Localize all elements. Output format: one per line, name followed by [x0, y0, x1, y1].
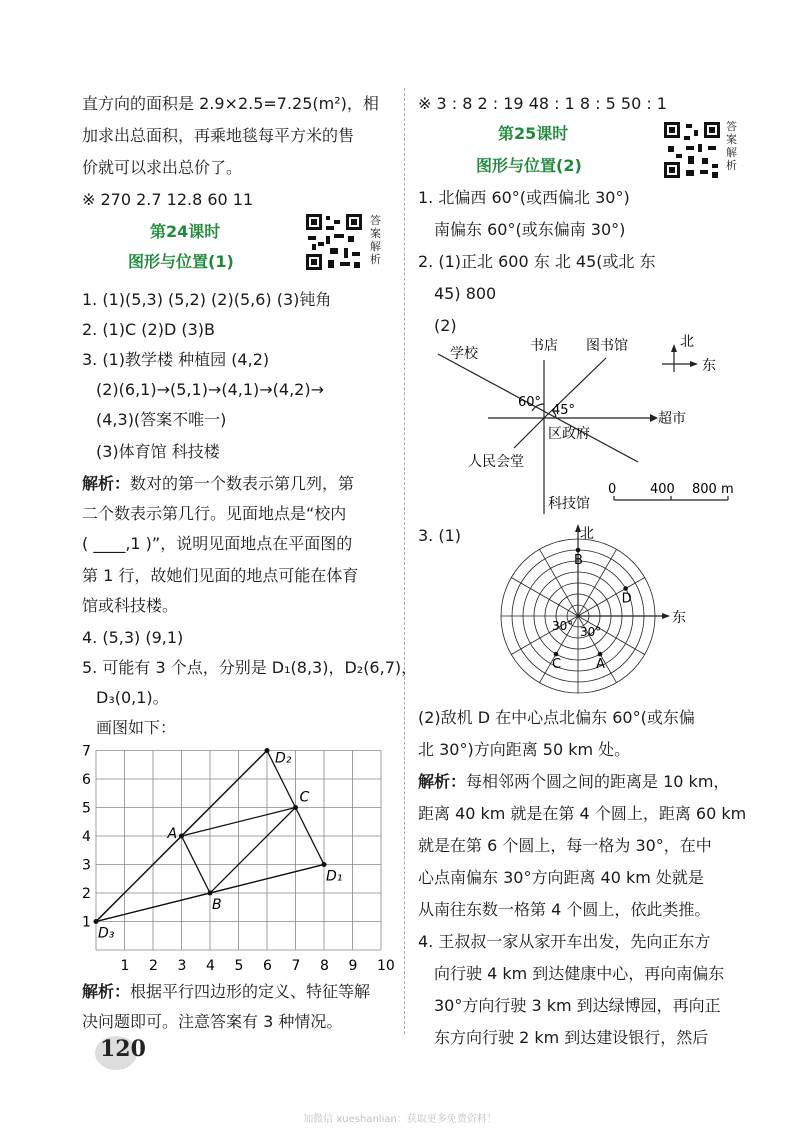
lesson-subtitle: 图形与位置(1): [128, 252, 234, 271]
point: [179, 834, 184, 839]
analysis-1-line-1: [82, 474, 354, 494]
star-answers: ※ 270 2.7 12.8 60 11: [82, 190, 254, 209]
radar-point-label: D: [621, 591, 632, 607]
x-tick-label: 2: [149, 958, 158, 974]
point-label: D₃: [98, 925, 115, 942]
radar-point: [623, 586, 628, 591]
r-answer-2-2: 45) 800: [434, 284, 497, 303]
scale-0: 0: [608, 482, 617, 497]
x-tick-label: 10: [377, 958, 395, 974]
radar-point: [598, 652, 603, 657]
analysis-2-line-2: 决问题即可。注意答案有 3 种情况。: [82, 1012, 343, 1031]
r-answer-1-2: 南偏东 60°(或东偏南 30°): [434, 220, 626, 239]
x-tick-label: 4: [206, 958, 215, 974]
intro-line-3: 价就可以求出总价了。: [82, 158, 243, 177]
radar-point-label: C: [552, 657, 562, 673]
star-answers-right: ※ 3 : 8 2 : 19 48 : 1 8 : 5 50 : 1: [418, 94, 667, 113]
arrow-icon: [662, 613, 670, 619]
map-label-tech: 科技馆: [548, 496, 590, 512]
answer-3-3: (3)体育馆 科技楼: [96, 442, 220, 461]
analysis-label: 解析：: [418, 772, 467, 791]
map-label-library: 图书馆: [586, 338, 628, 354]
r-answer-4-1: 4. 王叔叔一家从家开车出发，先向正东方: [418, 932, 711, 951]
y-tick-label: 2: [82, 886, 91, 902]
analysis-1-line-5: 馆或科技楼。: [82, 596, 179, 615]
intro-line-2: 加求出总面积，再乘地毯每平方米的售: [82, 126, 355, 145]
qr-code-icon: [662, 120, 722, 180]
y-tick-label: 7: [82, 743, 91, 760]
y-tick-label: 5: [82, 800, 91, 817]
y-tick-label: 1: [82, 914, 91, 931]
lesson-subtitle-right: 图形与位置(2): [476, 156, 582, 175]
y-tick-label: 4: [82, 829, 91, 845]
map-angle-60: 60°: [518, 395, 542, 410]
analysis-text: 每相邻两个圆之间的距离是 10 km，: [466, 772, 730, 791]
r-answer-2-1: 2. (1)正北 600 东 北 45(或北 东: [418, 252, 656, 271]
analysis-1-line-2: 二个数表示第几行。见面地点是“校内: [82, 504, 347, 523]
x-tick-label: 7: [291, 958, 301, 974]
map-label-hall: 人民会堂: [468, 454, 524, 470]
r-analysis-line-5: 从南往东数一格第 4 个圆上，依此类推。: [418, 900, 711, 919]
radar-east: 东: [672, 610, 686, 626]
y-tick-label: 6: [82, 772, 91, 788]
analysis-2-line-1: [82, 982, 370, 1002]
point-label: D₁: [326, 868, 343, 885]
qr-label: 答案解析: [726, 120, 737, 172]
r-analysis-line-3: 就是在第 6 个圆上，每一格为 30°，在中: [418, 836, 712, 855]
intro-line-1: 直方向的面积是 2.9×2.5=7.25(m²)，相: [82, 94, 379, 113]
answer-5-2: D₃(0,1)。: [96, 688, 169, 707]
r-analysis-line-4: 心点南偏东 30°方向距离 40 km 处就是: [418, 868, 704, 887]
answer-4: 4. (5,3) (9,1): [82, 628, 184, 647]
scale-800: 800 m: [692, 482, 734, 497]
answer-3-2: (2)(6,1)→(5,1)→(4,1)→(4,2)→: [96, 380, 325, 399]
map-label-market: 超市: [658, 411, 686, 427]
lesson-title: 第24课时: [150, 222, 221, 241]
r-answer-2-3: (2): [434, 316, 457, 335]
analysis-1-line-3: ( ____,1 )”，说明见面地点在平面图的: [82, 534, 353, 553]
point: [322, 862, 327, 867]
map-label-school: 学校: [450, 346, 478, 362]
column-divider: [404, 88, 405, 1034]
x-tick-label: 8: [320, 958, 329, 974]
point: [265, 748, 270, 753]
x-tick-label: 9: [348, 958, 358, 974]
point: [293, 805, 298, 810]
radar-north: 北: [580, 526, 594, 542]
r-answer-4-3: 30°方向行驶 3 km 到达绿博园，再向正: [434, 996, 721, 1015]
qr-label: 答案解析: [370, 214, 381, 266]
radar-diagram: [478, 526, 688, 696]
map-angle-45: 45°: [552, 403, 576, 418]
radar-point: [554, 652, 559, 657]
scale-400: 400: [650, 482, 675, 497]
answer-5-3: 画图如下：: [96, 718, 177, 737]
footer-note: 加微信 xueshanlian：获取更多免费资料！: [303, 1114, 497, 1125]
answer-2: 2. (1)C (2)D (3)B: [82, 320, 215, 339]
point: [94, 919, 99, 924]
map-label-bookstore: 书店: [530, 338, 558, 354]
qr-code-icon: [304, 212, 364, 272]
direction-map: [418, 330, 744, 520]
r-answer-1-1: 1. 北偏西 60°(或西偏北 30°): [418, 188, 630, 207]
r-answer-3-2a: (2)敌机 D 在中心点北偏东 60°(或东偏: [418, 708, 695, 727]
radar-point: [576, 548, 581, 553]
answer-5-1: 5. 可能有 3 个点，分别是 D₁(8,3)，D₂(6,7)，: [82, 658, 418, 677]
page-number: 120: [100, 1036, 146, 1062]
r-analysis-line-2: 距离 40 km 就是在第 4 个圆上，距离 60 km: [418, 804, 747, 823]
answer-1: 1. (1)(5,3) (5,2) (2)(5,6) (3)钝角: [82, 290, 332, 309]
map-label-east: 东: [702, 358, 716, 374]
segment: [210, 808, 296, 894]
lesson-title-right: 第25课时: [498, 124, 569, 143]
r-analysis-line-1: [418, 772, 729, 792]
point-label: B: [212, 897, 222, 913]
point: [208, 891, 213, 896]
point-label: C: [299, 789, 310, 806]
map-label-north: 北: [680, 334, 694, 350]
r-answer-3-1: 3. (1): [418, 526, 462, 545]
point-label: A: [167, 826, 178, 842]
answer-3-1: 3. (1)教学楼 种植园 (4,2): [82, 350, 270, 369]
coordinate-grid: [82, 742, 395, 974]
r-answer-3-2b: 北 30°)方向距离 50 km 处。: [418, 740, 631, 759]
r-answer-4-2: 向行驶 4 km 到达健康中心，再向南偏东: [434, 964, 725, 983]
analysis-text: 根据平行四边形的定义、特征等解: [130, 982, 371, 1001]
analysis-label: 解析：: [82, 982, 131, 1001]
x-tick-label: 1: [120, 958, 130, 974]
x-tick-label: 5: [234, 958, 244, 974]
x-tick-label: 3: [177, 958, 187, 974]
answer-3-2b: (4,3)(答案不唯一): [96, 410, 227, 429]
y-tick-label: 3: [82, 857, 91, 874]
analysis-1-line-4: 第 1 行，故她们见面的地点可能在体育: [82, 566, 359, 585]
x-tick-label: 6: [263, 958, 272, 974]
radar-point-label: A: [596, 657, 605, 673]
radar-point-label: B: [574, 553, 583, 568]
r-answer-4-4: 东方向行驶 2 km 到达建设银行，然后: [434, 1028, 709, 1047]
point-label: D₂: [275, 750, 292, 767]
analysis-text: 数对的第一个数表示第几列，第: [130, 474, 355, 493]
radar-angle-left: 30°: [552, 619, 574, 633]
radar-angle-right: 30°: [580, 625, 602, 639]
analysis-label: 解析：: [82, 474, 131, 493]
map-label-gov: 区政府: [548, 426, 590, 442]
